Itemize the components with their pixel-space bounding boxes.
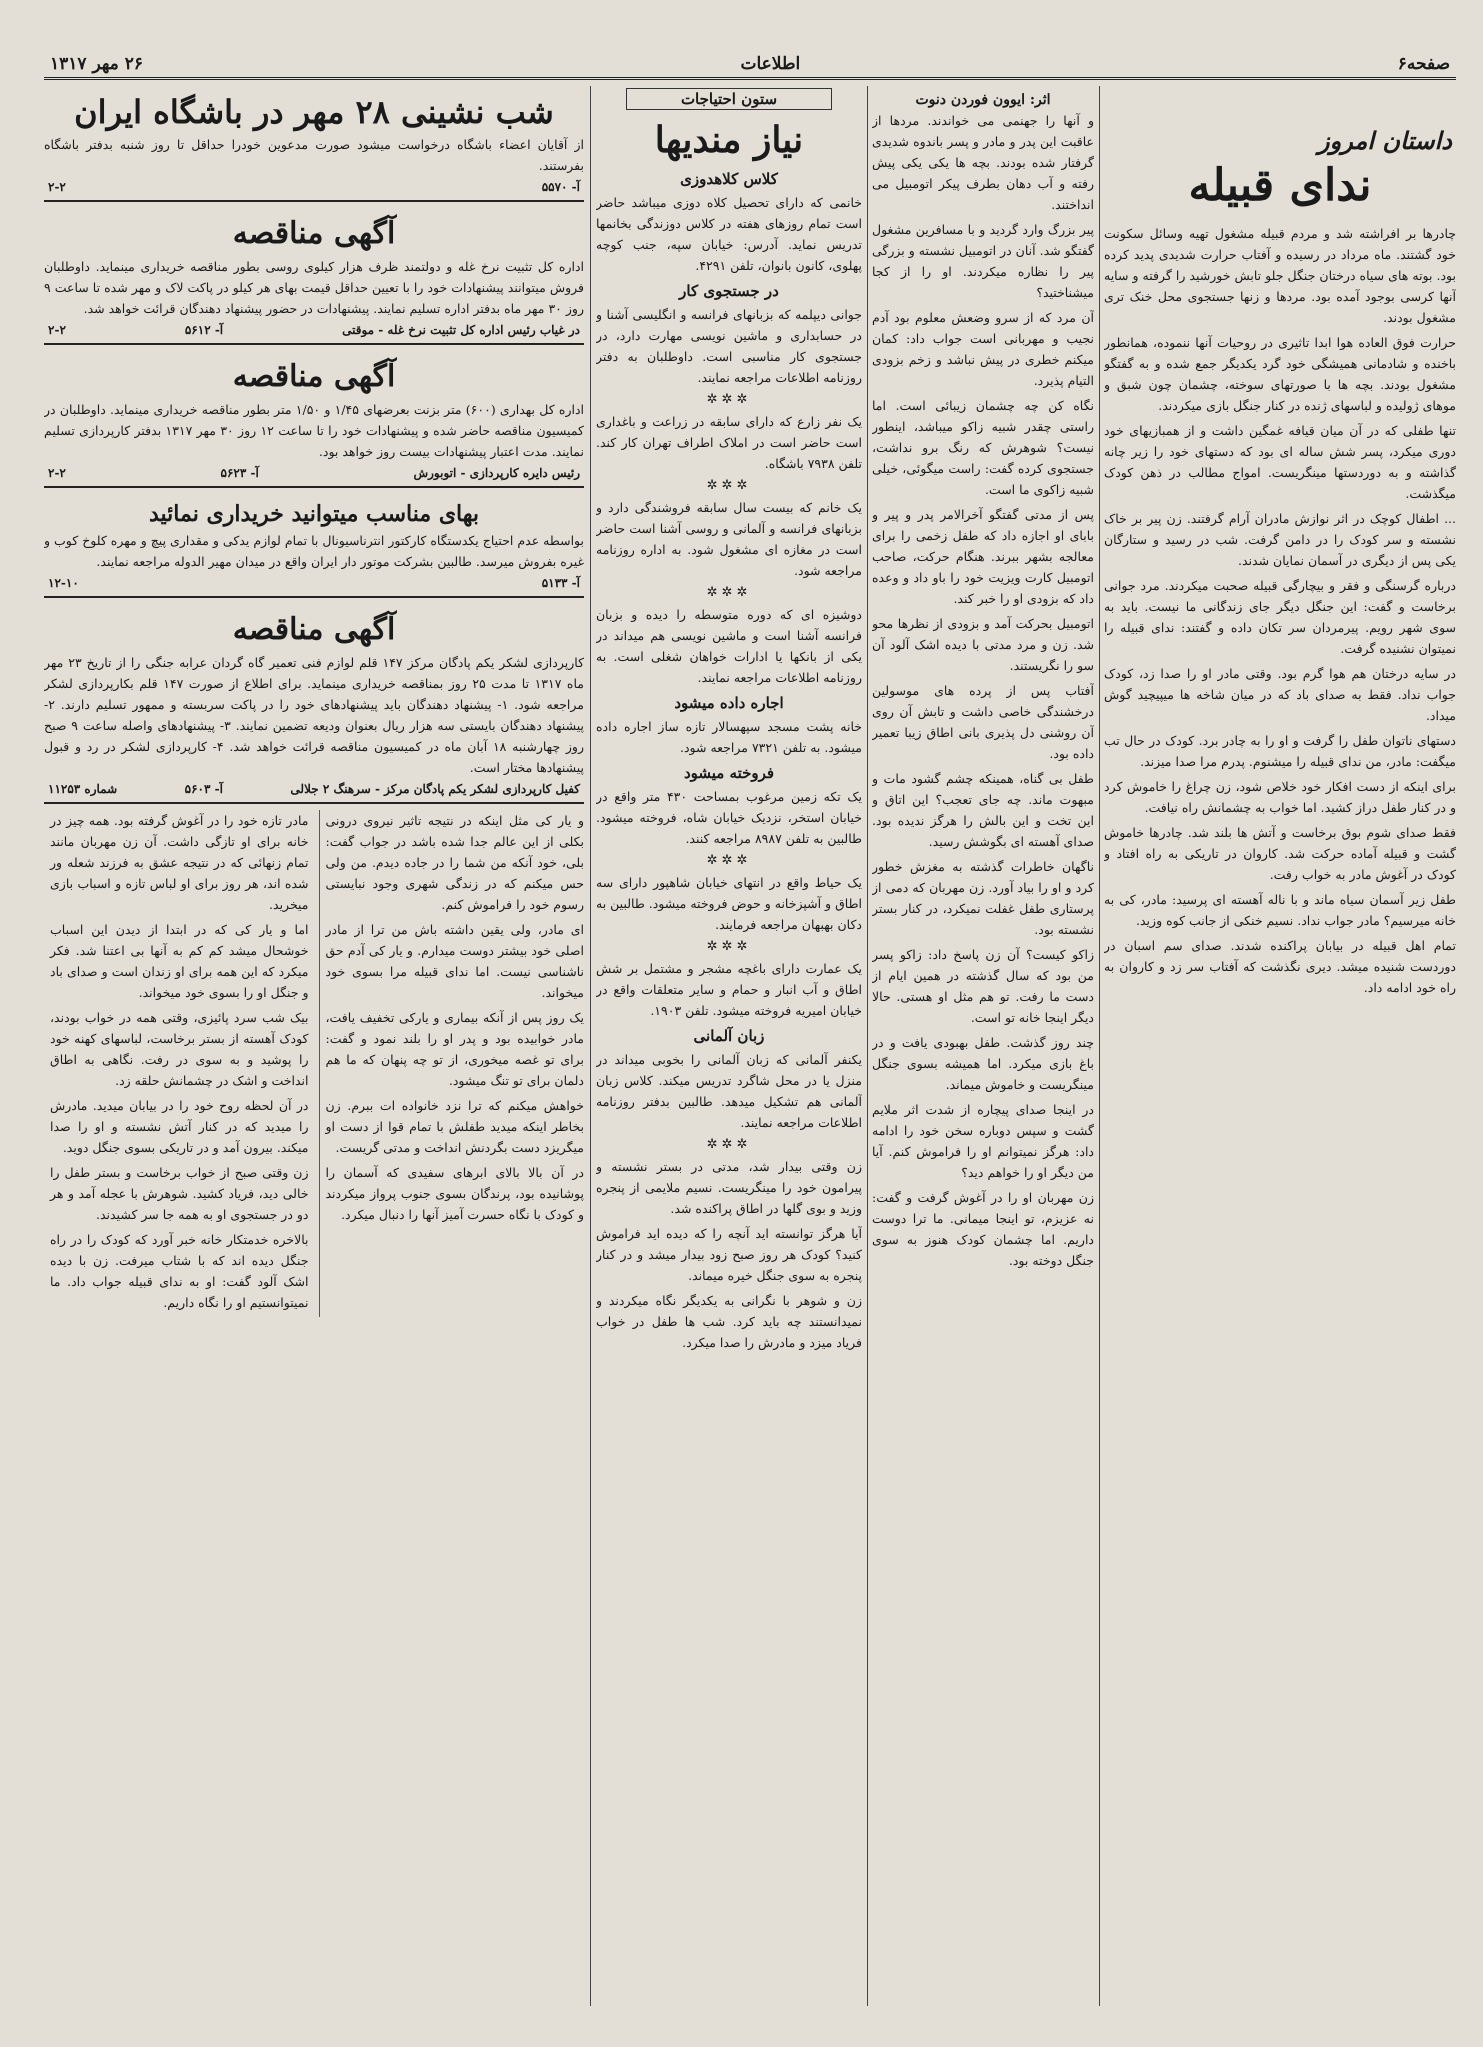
story-byline: اثر: ایوون فوردن دنوت: [915, 92, 1051, 108]
ad-heading: آگهی مناقصه: [232, 216, 396, 251]
classified-text: زن و شوهر با نگرانی به یکدیگر نگاه میکردند و نمیدانستند چه باید کرد. شب ها طفل در خواب فریاد میزد و مادرش را صدا میکرد.: [596, 1293, 862, 1350]
story-paragraph: تنها طفلی که در آن میان قیافه غمگین داشت و از همبازیهای خود دوری میکرد، پسر شش ساله ای بود که دستهای خود را زیر چانه گذاشته و به دوردستها مینگریست. امواج مطالب در ذهن کودک میگذشت.: [1104, 423, 1456, 501]
story-paragraph: ... اطفال کوچک در اثر نوازش مادران آرام گرفتند. زن پیر بر خاک نشسته و سر کودک را در دامن گرفت. شب در رسید و ستارگان یکی پس از دیگری در آسمان نمایان شدند.: [1104, 511, 1456, 568]
story-paragraph: آن مرد که از سرو وضعش معلوم بود آدم نجیب و مهربانی است جواب داد: کمان میکنم خطری در پیش نباشد و زخم بزودی التیام پذیرد.: [872, 310, 1094, 388]
story-paragraph: بالاخره خدمتکار خانه خبر آورد که کودک را در راه جنگل دیده اند که با شتاب میرفت. زن با دیده اشک آلود گفت: او به ندای قبیله جواب داد. ما نمیتوانستیم او را نگاه داریم.: [50, 1232, 309, 1310]
classifieds-section-label: ستون احتیاجات: [626, 88, 832, 110]
story-paragraph: پیر بزرگ وارد گردید و با مسافرین مشغول گفتگو شد. آنان در اتومبیل نشسته و بزرگی پیر را نظاره میکردند. او را از کجا میشناختید؟: [872, 222, 1094, 300]
story-paragraph: طفل زیر آسمان سیاه ماند و با ناله آهسته ای پرسید: مادر، کی به خانه میرسیم؟ مادر جواب نداد. نسیم خنکی از جانب کوه وزید.: [1104, 892, 1456, 928]
classified-text: یک تکه زمین مرغوب بمساحت ۴۳۰ متر واقع در خیابان استخر، نزدیک خیابان شاه، فروخته میشود. طالبین به تلفن ۸۹۸۷ مراجعه کنند.: [596, 789, 862, 846]
classified-heading: زبان آلمانی: [693, 1027, 765, 1045]
story-continuation: [44, 810, 584, 1317]
issue-date: ۲۶ مهر ۱۳۱۷: [50, 53, 143, 74]
classified-heading: کلاس کلاهدوزی: [680, 170, 778, 188]
story-column-main: [1104, 86, 1456, 2006]
divider-stars: ✲✲✲: [706, 939, 752, 954]
classified-text: یک نفر زارع که دارای سابقه در زراعت و باغداری است حاضر است در املاک اطراف تهران کار کند. تلفن ۷۹۳۸ باشگاه.: [596, 414, 862, 471]
story-paragraph: بیک شب سرد پائیزی، وقتی همه در خواب بودند، کودک آهسته از بستر برخاست، لباسهای کهنه خود را پوشید و به سوی در رفت. نگاهی به اطاق انداخت و اشک در چشمانش حلقه زد.: [50, 1010, 309, 1088]
story-paragraph: فقط صدای شوم بوق برخاست و آتش ها بلند شد. چادرها خاموش گشت و قبیله آماده حرکت شد. کاروان در تاریکی به راه افتاد و کودک در آغوش مادر به خواب رفت.: [1104, 825, 1456, 882]
story-subcolumn-right: [319, 810, 585, 1317]
story-paragraph: چند روز گذشت. طفل بهبودی یافت و در باغ بازی میکرد. اما همیشه بسوی جنگل مینگریست و خاموش میماند.: [872, 1035, 1094, 1092]
ad-heading: آگهی مناقصه: [232, 612, 396, 647]
story-paragraph: در آن لحظه روح خود را در بیابان میدید. مادرش را میدید که در کنار آتش نشسته و او را صدا میکند. بیرون آمد و در تاریکی بسوی جنگل دوید.: [50, 1098, 309, 1155]
divider-stars: ✲✲✲: [706, 392, 752, 407]
ad-code: آ- ۵۶۲۳: [220, 466, 259, 480]
classified-heading: فروخته میشود: [683, 764, 775, 782]
newspaper-name: اطلاعات: [740, 53, 801, 74]
story-title: ندای قبیله: [1188, 160, 1372, 211]
classified-heading: در جستجوی کار: [679, 282, 779, 300]
ad-signature: رئیس دایره کارپردازی - اتوبورش: [413, 466, 580, 480]
story-paragraph: طفل بی گناه، همینکه چشم گشود مات و مبهوت ماند. چه جای تعجب؟ این اتاق و این تخت و این بالش را هرگز ندیده بود. صدای آهسته ای بگوشش رسید.: [872, 771, 1094, 849]
ad-heading: بهای مناسب میتوانید خریداری نمائید: [148, 501, 480, 527]
ad-code: آ- ۵۵۷۰: [541, 180, 580, 194]
story-paragraph: زن مهربان او را در آغوش گرفت و گفت: نه عزیزم، تو اینجا میمانی. ما ترا دوست داریم. اما چشمان کودک هنوز به سوی جنگل دوخته بود.: [872, 1190, 1094, 1268]
ad-number: ۱۲-۱۰: [48, 576, 79, 590]
section-brand: داستان امروز: [1318, 126, 1452, 155]
story-paragraph: و آنها را جهنمی می خواندند. مردها از عاقبت این پدر و مادر و پسر باندوه شدیدی گرفتار شده بودند. بچه ها یکی یکی پیش رفته و آب دهان بطرف پیکر اتومبیل می انداختند.: [872, 113, 1094, 212]
story-paragraph: دستهای ناتوان طفل را گرفت و او را به چادر برد. کودک در حال تب میگفت: مادر، من ندای قبیله را میشنوم. پدرم مرا صدا میزند.: [1104, 733, 1456, 769]
ads-column: [44, 86, 584, 2006]
classified-text: جوانی دیپلمه که بزبانهای فرانسه و انگلیسی آشنا و در حسابداری و ماشین نویسی مهارت دارد، در جستجوی کار مناسبی است. داوطلبان به دفتر روزنامه اطلاعات مراجعه نمایند.: [596, 307, 862, 385]
classified-text: یکنفر آلمانی که زبان آلمانی را بخوبی میداند در منزل یا در محل شاگرد تدریس میکند. کلاس زبان آلمانی هم تشکیل میدهد. طالبین بدفتر روزنامه اطلاعات مراجعه نمایند.: [596, 1052, 862, 1130]
ad-block-sale: [44, 494, 584, 598]
story-paragraph: حرارت فوق العاده هوا ابدا تاثیری در روحیات آنها ننموده، همانطور باخنده و شادمانی همیشگی خود گرد یکدیگر جمع شده و به گفتگو مشغول بودند. بچه ها با صورتهای سوخته، چشمان چون شبق و موهای ژولیده و لباسهای ژنده در کنار جنگل بازی میکردند.: [1104, 335, 1456, 413]
divider-stars: ✲✲✲: [706, 478, 752, 493]
ad-heading: شب نشینی ۲۸ مهر در باشگاه ایران: [74, 93, 554, 131]
classifieds-column: [596, 86, 862, 2006]
story-paragraph: چادرها بر افراشته شد و مردم قبیله مشغول تهیه وسائل سکونت خود گشتند. ماه مرداد در رسیده و آفتاب حرارت شدیدی پدید کرده بود. بوته های سیاه درختان جنگل جلو تابش خورشید را گرفته و سایه آنها کرسی بوجود آمده بود. مردها و زنها جستجوی محل خنک تری مشغول بودند.: [1104, 226, 1456, 325]
ad-number: ۲-۲: [48, 466, 66, 480]
classified-text: دوشیزه ای که دوره متوسطه را دیده و بزبان فرانسه آشنا است و ماشین نویسی هم میداند در یکی از بانکها یا ادارات خواهان شغلی است. به روزنامه اطلاعات مراجعه نمایند.: [596, 607, 862, 685]
ad-code: آ- ۵۶۱۲: [184, 323, 224, 337]
ad-heading: آگهی مناقصه: [232, 359, 396, 394]
newspaper-page: [44, 50, 1456, 2015]
ad-footer: [44, 782, 584, 796]
story-paragraph: زاکو کیست؟ آن زن پاسخ داد: زاکو پسر من بود که سال گذشته در همین ایام از دست ما رفت. تو هم مثل او هستی. حالا دیگر اینجا خانه تو است.: [872, 947, 1094, 1025]
story-paragraph: آفتاب پس از پرده های موسولین درخشندگی خاصی داشت و تابش آن روی آن روشنی دل پذیری بانی اطاق زیبا تعمیر داده بود.: [872, 683, 1094, 761]
classified-text: خانه پشت مسجد سپهسالار تازه ساز اجاره داده میشود. به تلفن ۷۳۲۱ مراجعه شود.: [596, 719, 862, 755]
ad-block-party: [44, 86, 584, 202]
ad-footer: [44, 466, 584, 480]
ad-text: اداره کل تثبیت نرخ غله و دولتمند ظرف هزار کیلوی روسی بطور مناقصه خریداری مینماید. داوطلبان فروش میتوانند پیشنهادات خود را با تعیین حداقل قیمت بهای هر کیلو در پاکت لاک و مهر شده تا ساعت ۹ روز ۳۰ مهر ماه بدفتر اداره تسلیم نمایند. پیشنهادات در حضور پیشنهاد دهندگان قرائت خواهد شد.: [44, 259, 584, 316]
ad-number: شماره ۱۱۲۵۳: [48, 782, 118, 796]
story-paragraph: و یار کی مثل اینکه در نتیجه تاثیر نیروی درونی بکلی از این عالم جدا شده باشد در جواب گفت: بلی، خود آنکه من شما را در جاده دیدم. من ولی حس میکنم که در زندگی شهری وجود نبایستی رسوم خود را فراموش کنم.: [325, 813, 584, 912]
story-paragraph: زن وقتی صبح از خواب برخاست و بستر طفل را خالی دید، فریاد کشید. شوهرش با عجله آمد و هر دو در جستجوی او به همه جا سر کشیدند.: [50, 1165, 309, 1222]
story-paragraph: مادر تازه خود را در آغوش گرفته بود. همه چیز در خانه برای او تازگی داشت. آن زن مهربان مانند تمام زنهائی که در نتیجه عشق به فرزند شعله ور شده اند، هر روز برای او لباس تازه و اسباب بازی میخرید.: [50, 813, 309, 912]
classified-heading: اجاره داده میشود: [674, 694, 784, 712]
ad-number: ۲-۲: [48, 323, 66, 337]
classifieds-title: نیاز مندیها: [654, 119, 804, 161]
ad-code: آ- ۵۱۳۳: [541, 576, 580, 590]
ad-block-tender: [44, 351, 584, 488]
ad-text: بواسطه عدم احتیاج یکدستگاه کارکتور انترناسیونال با تمام لوازم یدکی و مقداری پیچ و مهره کلوخ کوب و غیره بفروش میرسد. طالبین بشرکت موتور دار ایران واقع در میدان مهیر الدوله مراجعه نمایند.: [44, 533, 584, 569]
column-rule: [1099, 86, 1100, 2006]
story-paragraph: ناگهان خاطرات گذشته به مغزش خطور کرد و او را بیاد آورد. زن مهربان که دمی از پرستاری طفل غفلت نمیکرد، در کنار بستر نشسته بود.: [872, 859, 1094, 937]
ad-footer: [44, 180, 584, 194]
divider-stars: ✲✲✲: [706, 853, 752, 868]
ad-number: ۲-۲: [48, 180, 66, 194]
story-column-continued: [872, 86, 1094, 2006]
ad-signature: در غیاب رئیس اداره کل تثبیت نرخ غله - موقتی: [342, 323, 580, 337]
story-paragraph: در آن بالا بالای ابرهای سفیدی که آسمان را پوشانیده بود، پرندگان بسوی جنوب پرواز میکردند و کودک با نگاه حسرت آمیز آنها را دنبال میکرد.: [325, 1165, 584, 1222]
divider-stars: ✲✲✲: [706, 1137, 752, 1152]
story-paragraph: نگاه کن چه چشمان زیبائی است. اما راستی چقدر شبیه زاکو میباشد، اینطور نیست؟ شوهرش که رنگ برو نداشت، جستجوی کرده گفت: راست میگوئی، خیلی شبیه زاکوی ما است.: [872, 398, 1094, 497]
story-paragraph: پس از مدتی گفتگو آخرالامر پدر و پیر و بابای او اجازه داد که طفل زخمی را برای معالجه بشهر ببرند. هنگام حرکت، صاحب اتومبیل کارت ویزیت خود را باو داد و وعده داد که بزودی او را خبر کند.: [872, 507, 1094, 606]
classified-text: یک حیاط واقع در انتهای خیابان شاهپور دارای سه اطاق و آشپزخانه و حوض فروخته میشود. طالبین به دکان بهبهان مراجعه فرمایند.: [596, 875, 862, 932]
column-rule: [590, 86, 591, 2006]
classified-text: زن وقتی بیدار شد، مدتی در بستر نشسته و پیرامون خود را مینگریست. نسیم ملایمی از پنجره وزید و بوی گلها در اطاق پراکنده شد.: [596, 1159, 862, 1216]
ad-text: کارپردازی لشکر یکم پادگان مرکز ۱۴۷ قلم لوازم فنی تعمیر گاه گردان عرابه جنگی را از تاریخ ۲۳ مهر ماه ۱۳۱۷ تا مدت ۲۵ روز بمناقصه خریداری مینماید. برای اطلاع از صورت ۱۴۷ قلم بکارپردازی لشکر مراجعه شود. ۱- پیشنهاد دهندگان باید پیشنهادهای خود را در پاکت سربسته و ممهور تسلیم دارند. ۲- پیشنهاد دهندگان بایستی سه هزار ریال بعنوان ودیعه تضمین نمایند. ۳- پیشنهادهای واصله ساعت ۹ صبح روز چهارشنبه ۱۸ آبان ماه در کمیسیون مناقصه قرائت خواهد شد. ۴- کارپردازی لشکر در رد و قبول پیشنهادها مختار است.: [44, 655, 584, 775]
ad-code: آ- ۵۶۰۳: [184, 782, 223, 796]
ad-block-tender: [44, 604, 584, 804]
classified-text: یک عمارت دارای باغچه مشجر و مشتمل بر شش اطاق و آب انبار و حمام و سایر متعلقات واقع در خیابان امیریه فروخته میشود. تلفن ۱۹۰۳.: [596, 961, 862, 1018]
ad-footer: [44, 323, 584, 337]
story-paragraph: در اینجا صدای پیچاره از شدت اثر ملایم گشت و سپس دوباره سخن خود را ادامه داد: هرگز نمیتوانم او را فراموش کنم. آیا من دیگر او را خواهم دید؟: [872, 1102, 1094, 1180]
story-paragraph: درباره گرسنگی و فقر و بیچارگی قبیله صحبت میکردند. مرد جوانی برخاست و گفت: این جنگل دیگر جای زندگانی ما نیست. باید به سوی شهر رویم. پیرمردان سر تکان داده و گفتند: ندای قبیله را نمیتوان نشنیده گرفت.: [1104, 578, 1456, 656]
story-paragraph: اتومبیل بحرکت آمد و بزودی از نظرها محو شد. زن و مرد مدتی با دیده اشک آلود آن سو را نگریستند.: [872, 616, 1094, 673]
story-subcolumn-left: [44, 810, 309, 1317]
classified-text: آیا هرگز توانسته اید آنچه را که دیده اید فراموش کنید؟ کودک هر روز صبح زود بیدار میشد و در کنار پنجره به سوی جنگل خیره میماند.: [596, 1226, 862, 1283]
ad-signature: کفیل کارپردازی لشکر یکم پادگان مرکز - سرهنگ ۲ جلالی: [290, 782, 580, 796]
masthead: [44, 50, 1456, 80]
ad-text: اداره کل بهداری (۶۰۰) متر بزنت بعرضهای ۱/۴۵ و ۱/۵۰ متر بطور مناقصه خریداری مینماید. داوطلبان در کمیسیون مناقصه حاضر شده و پیشنهادات خود را تا ساعت ۱۲ روز ۳۰ مهر ۱۳۱۷ بدفتر کارپردازی تسلیم نمایند. مدت اعتبار پیشنهادات بیست روز خواهد بود.: [44, 402, 584, 459]
story-paragraph: یک روز پس از آنکه بیماری و یارکی تخفیف یافت، مادر خوابیده بود و پدر او را بلند نمود و گفت: برای تو غصه میخوری، از تو چه پنهان که ما هم دلمان برای تو تنگ میشود.: [325, 1010, 584, 1088]
classified-text: خانمی که دارای تحصیل کلاه دوزی میباشد حاضر است تمام روزهای هفته در کلاس دوزندگی بخانمها تدریس نماید. آدرس: خیابان سپه، جنب کوچه پهلوی، کانون بانوان، تلفن ۴۲۹۱.: [596, 195, 862, 273]
story-paragraph: خواهش میکنم که ترا نزد خانواده ات ببرم. زن بخاطر اینکه میدید طفلش با تمام قوا از دست او میگریزد دست بگردنش انداخت و مدتی گریست.: [325, 1098, 584, 1155]
ad-footer: [44, 576, 584, 590]
story-paragraph: ای مادر، ولی یقین داشته باش من ترا از مادر اصلی خود بیشتر دوست میدارم. و یار کی آدم حق ناشناسی نیست. اما ندای قبیله مرا بسوی خود میخواند.: [325, 922, 584, 1000]
divider-stars: ✲✲✲: [706, 585, 752, 600]
story-paragraph: اما و یار کی که در ابتدا از دیدن این اسباب خوشحال میشد کم کم به آنها بی اعتنا شد. فکر میکرد که این همه برای او زندان است و صدای باد و جنگل او را بسوی خود میخواند.: [50, 922, 309, 1000]
classified-text: یک خانم که بیست سال سابقه فروشندگی دارد و بزبانهای فرانسه و آلمانی و روسی آشنا است حاضر است در مغازه ای مشغول شود. به اداره روزنامه مراجعه شود.: [596, 500, 862, 578]
ad-block-tender: [44, 208, 584, 345]
story-paragraph: برای اینکه از دست افکار خود خلاص شود، زن چراغ را خاموش کرد و در کنار طفل دراز کشید. اما خواب به چشمانش راه نیافت.: [1104, 779, 1456, 815]
story-paragraph: در سایه درختان هم هوا گرم بود. وقتی مادر او را صدا زد، کودک جواب نداد. فقط به صدای باد که در میان شاخه ها میپیچید گوش میداد.: [1104, 666, 1456, 723]
story-paragraph: تمام اهل قبیله در بیابان پراکنده شدند. صدای سم اسبان در دوردست شنیده میشد. دیری نگذشت که آفتاب سر زد و کاروان به راه خود ادامه داد.: [1104, 938, 1456, 995]
page-number: صفحه۶: [1397, 53, 1450, 74]
ad-text: از آقایان اعضاء باشگاه درخواست میشود صورت مدعوین خودرا حداقل تا روز شنبه بدفتر باشگاه بفرستند.: [44, 137, 584, 173]
column-rule: [867, 86, 868, 2006]
